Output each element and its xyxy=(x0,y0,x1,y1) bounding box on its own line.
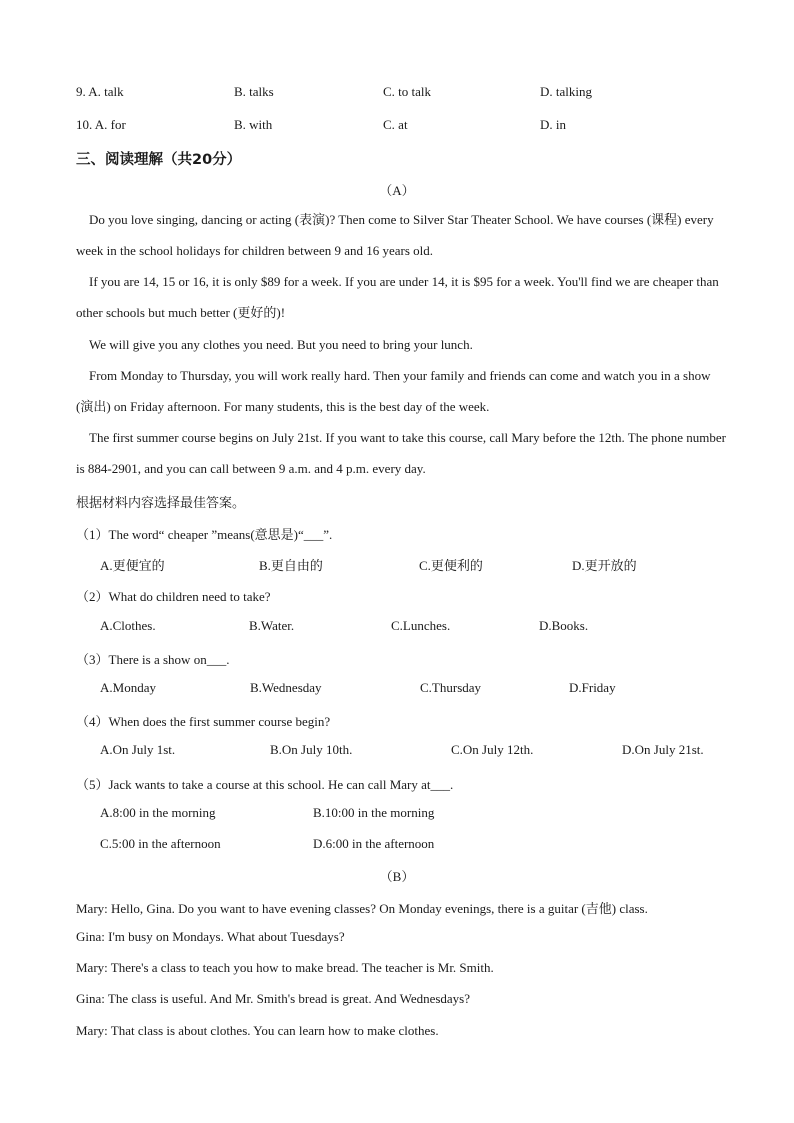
q9-option-a: 9. A. talk xyxy=(76,84,124,99)
passage-b-label: （B） xyxy=(379,869,415,884)
question-5-option-b: B.10:00 in the morning xyxy=(313,805,435,820)
question-5-option-a: A.8:00 in the morning xyxy=(100,805,216,820)
question-3-option-b: B.Wednesday xyxy=(250,680,322,695)
question-1-stem: （1）The word“ cheaper ”means(意思是)“___”. xyxy=(76,527,333,542)
question-2-stem: （2）What do children need to take? xyxy=(76,589,271,604)
question-4-stem: （4）When does the first summer course begin? xyxy=(76,714,331,729)
question-5-option-d: D.6:00 in the afternoon xyxy=(313,836,435,851)
q9-option-c: C. to talk xyxy=(383,84,432,99)
question-1-option-d: D.更开放的 xyxy=(572,558,637,573)
question-1-option-b: B.更自由的 xyxy=(259,558,323,573)
question-4-option-a: A.On July 1st. xyxy=(100,742,176,757)
passage-a-paragraph-3: We will give you any clothes you need. But you need to bring your lunch. xyxy=(89,337,473,352)
dialogue-line-3: Mary: There's a class to teach you how to make bread. The teacher is Mr. Smith. xyxy=(76,960,494,975)
section-heading: 三、阅读理解（共20分） xyxy=(76,152,242,168)
question-1-option-c: C.更便利的 xyxy=(419,558,483,573)
instruction: 根据材料内容选择最佳答案。 xyxy=(76,495,246,510)
q10-option-d: D. in xyxy=(540,117,566,132)
q9-option-d: D. talking xyxy=(540,84,592,99)
question-4-option-c: C.On July 12th. xyxy=(451,742,534,757)
question-3-option-c: C.Thursday xyxy=(420,680,482,695)
passage-a-label: （A） xyxy=(379,183,415,198)
q10-option-a: 10. A. for xyxy=(76,117,126,132)
passage-a-paragraph-2: If you are 14, 15 or 16, it is only $89 for a week. If you are under 14, it is $95 for a week. You'll find we are cheaper than other schools but much better (更好的)! xyxy=(76,274,719,320)
dialogue-line-1: Mary: Hello, Gina. Do you want to have evening classes? On Monday evenings, there is a guitar (吉他) class. xyxy=(76,901,648,916)
question-3-option-d: D.Friday xyxy=(569,680,616,695)
question-2-option-a: A.Clothes. xyxy=(100,618,156,633)
passage-a-paragraph-4: From Monday to Thursday, you will work really hard. Then your family and friends can come and watch you in a show (演出) on Friday afternoon. For many students, this is the best day of the week. xyxy=(76,368,711,414)
question-4-option-d: D.On July 21st. xyxy=(622,742,704,757)
passage-a-paragraph-1: Do you love singing, dancing or acting (表演)? Then come to Silver Star Theater School. We have courses (课程) every week in the school holidays for children between 9 and 16 years old. xyxy=(76,212,714,258)
question-5-stem: （5）Jack wants to take a course at this school. He can call Mary at___. xyxy=(76,777,454,792)
question-1-option-a: A.更便宜的 xyxy=(100,558,165,573)
question-3-option-a: A.Monday xyxy=(100,680,156,695)
dialogue-line-4: Gina: The class is useful. And Mr. Smith's bread is great. And Wednesdays? xyxy=(76,991,471,1006)
question-5-option-c: C.5:00 in the afternoon xyxy=(100,836,221,851)
q10-option-c: C. at xyxy=(383,117,408,132)
dialogue-line-5: Mary: That class is about clothes. You can learn how to make clothes. xyxy=(76,1023,439,1038)
question-2-option-c: C.Lunches. xyxy=(391,618,451,633)
question-2-option-d: D.Books. xyxy=(539,618,589,633)
question-2-option-b: B.Water. xyxy=(249,618,295,633)
question-4-option-b: B.On July 10th. xyxy=(270,742,353,757)
q9-option-b: B. talks xyxy=(234,84,274,99)
question-3-stem: （3）There is a show on___. xyxy=(76,652,230,667)
q10-option-b: B. with xyxy=(234,117,273,132)
dialogue-line-2: Gina: I'm busy on Mondays. What about Tuesdays? xyxy=(76,929,345,944)
passage-a-paragraph-5: The first summer course begins on July 21st. If you want to take this course, call Mary before the 12th. The phone number is 884-2901, and you can call between 9 a.m. and 4 p.m. every day. xyxy=(76,430,726,476)
